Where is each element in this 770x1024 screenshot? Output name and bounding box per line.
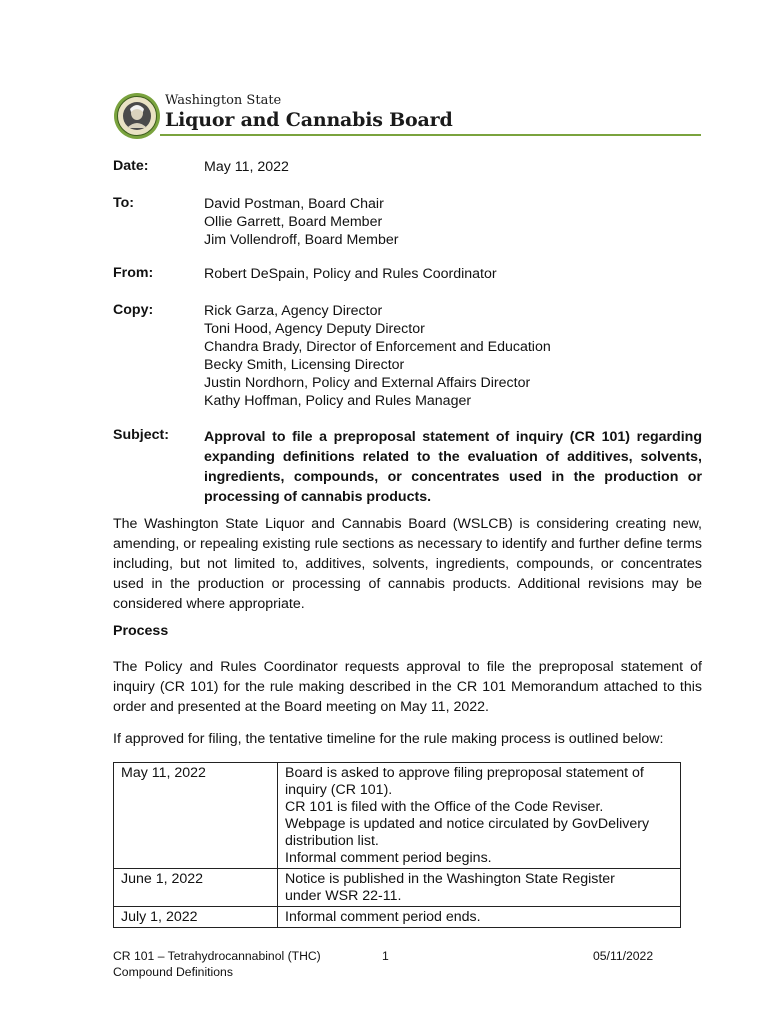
table-row	[114, 907, 681, 928]
process-paragraph: The Policy and Rules Coordinator requests approval to file the preproposal statement of inquiry (CR 101) for the rule making described in the CR 101 Memorandum attached to this order and presented at the Board meeting on May 11, 2022.	[113, 659, 702, 715]
copy-recipients	[204, 302, 551, 410]
washington-state-seal-icon	[113, 92, 161, 140]
timeline-description	[278, 763, 681, 869]
description-line: Webpage is updated and notice circulated by GovDelivery	[285, 816, 650, 832]
footer-date: 05/11/2022	[593, 949, 654, 963]
description-line: under WSR 22-11.	[285, 888, 402, 904]
date-label: Date:	[113, 158, 149, 174]
timeline-description	[278, 907, 681, 928]
to-label: To:	[113, 195, 135, 211]
description-line: Informal comment period begins.	[285, 850, 492, 866]
copy-recipient: Kathy Hoffman, Policy and Rules Manager	[204, 393, 472, 409]
to-recipients	[204, 195, 399, 249]
footer-title-line: CR 101 – Tetrahydrocannabinol (THC)	[113, 949, 321, 963]
timeline-date: July 1, 2022	[114, 907, 278, 928]
timeline-intro: If approved for filing, the tentative timeline for the rule making process is outlined below:	[113, 731, 664, 747]
recipient: Ollie Garrett, Board Member	[204, 214, 383, 230]
table-row	[114, 869, 681, 907]
table-row	[114, 763, 681, 869]
description-line: inquiry (CR 101).	[285, 782, 393, 798]
org-name-line1: Washington State	[165, 93, 282, 108]
description-line: Board is asked to approve filing preproposal statement of	[285, 765, 644, 781]
recipient: Jim Vollendroff, Board Member	[204, 232, 399, 248]
intro-paragraph: The Washington State Liquor and Cannabis Board (WSLCB) is considering creating new, amending, or repealing existing rule sections as necessary to identify and further define terms including, but not limited to, additives, solvents, ingredients, compounds, or concentrates used in the production or processing of cannabis products. Additional revisions may be considered where appropriate.	[113, 516, 702, 612]
description-line: distribution list.	[285, 833, 379, 849]
from-label: From:	[113, 265, 154, 281]
copy-label: Copy:	[113, 302, 154, 318]
description-line: Notice is published in the Washington State Register	[285, 871, 615, 887]
timeline-table	[113, 762, 681, 928]
memo-subject: Approval to file a preproposal statement of inquiry (CR 101) regarding expanding definitions related to the evaluation of additives, solvents, ingredients, compounds, or concentrates used in the production or processing of cannabis products.	[204, 429, 702, 505]
footer-page-number: 1	[382, 949, 389, 963]
timeline-date: May 11, 2022	[114, 763, 278, 869]
memo-from: Robert DeSpain, Policy and Rules Coordinator	[204, 266, 497, 282]
copy-recipient: Justin Nordhorn, Policy and External Affairs Director	[204, 375, 531, 391]
memo-date: May 11, 2022	[204, 159, 289, 175]
copy-recipient: Rick Garza, Agency Director	[204, 303, 383, 319]
header-divider	[160, 134, 701, 136]
org-name-line2: Liquor and Cannabis Board	[165, 109, 453, 131]
copy-recipient: Becky Smith, Licensing Director	[204, 357, 405, 373]
timeline-date: June 1, 2022	[114, 869, 278, 907]
description-line: CR 101 is filed with the Office of the Code Reviser.	[285, 799, 604, 815]
copy-recipient: Toni Hood, Agency Deputy Director	[204, 321, 425, 337]
footer-title-line: Compound Definitions	[113, 965, 233, 979]
process-heading: Process	[113, 623, 169, 639]
recipient: David Postman, Board Chair	[204, 196, 384, 212]
subject-label: Subject:	[113, 427, 169, 443]
footer-document-title	[113, 948, 321, 980]
timeline-description	[278, 869, 681, 907]
description-line: Informal comment period ends.	[285, 909, 481, 925]
copy-recipient: Chandra Brady, Director of Enforcement and Education	[204, 339, 551, 355]
